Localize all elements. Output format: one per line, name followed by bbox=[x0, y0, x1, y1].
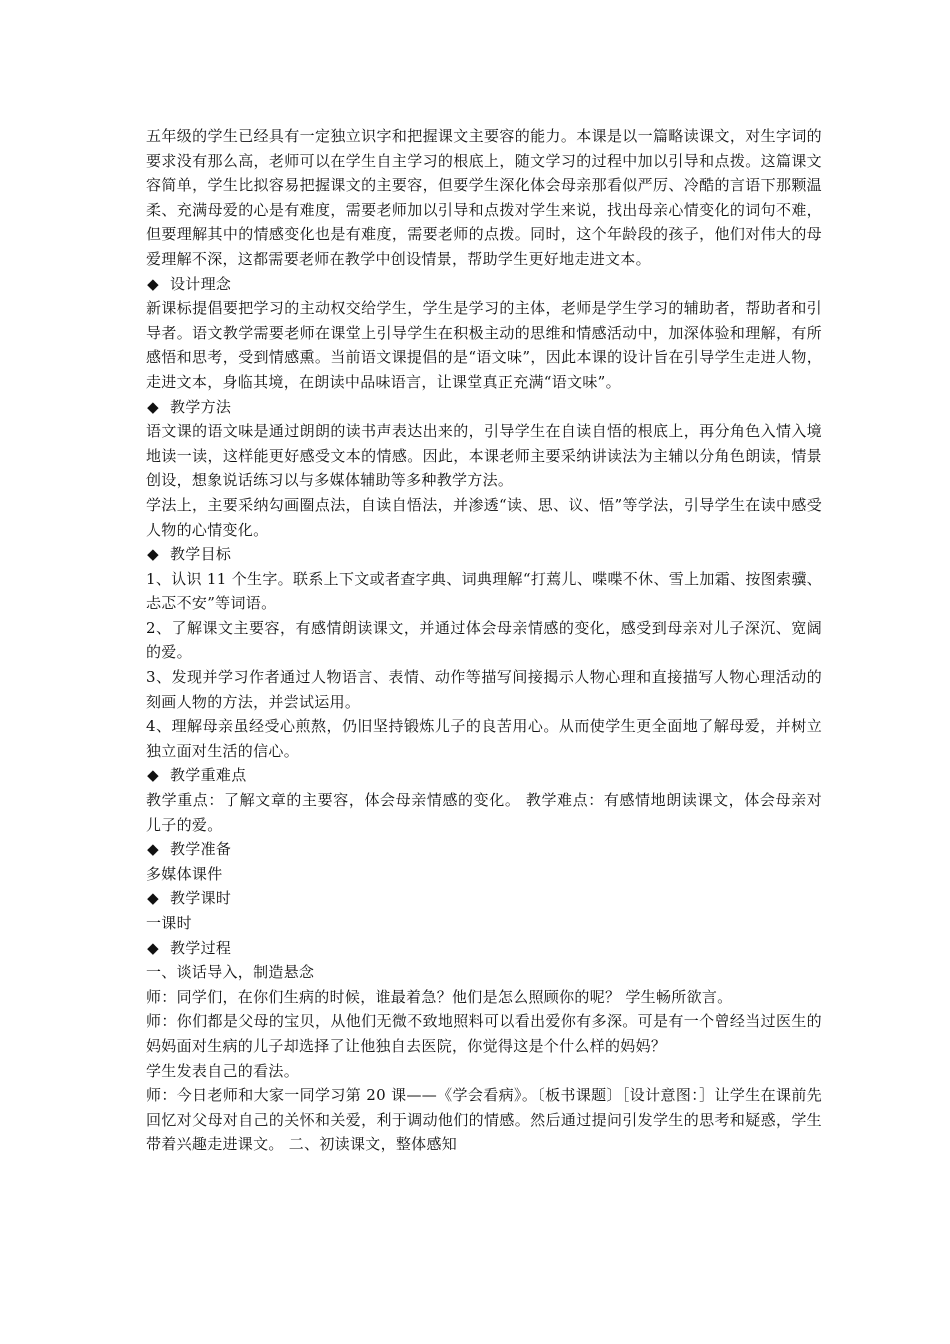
heading-text: 教学目标 bbox=[170, 545, 232, 564]
section-heading bbox=[146, 763, 822, 788]
diamond-bullet-icon: ◆ bbox=[147, 766, 159, 785]
section-heading bbox=[146, 542, 822, 567]
paragraph: 师：你们都是父母的宝贝，从他们无微不致地照料可以看出爱你有多深。可是有一个曾经当过医生的妈妈面对生病的儿子却选择了让他独自去医院，你觉得这是个什么样的妈妈？ bbox=[146, 1012, 822, 1055]
paragraph: 一课时 bbox=[146, 914, 192, 932]
paragraph: 师：同学们，在你们生病的时候，谁最着急？他们是怎么照顾你的呢？ 学生畅所欲言。 bbox=[146, 987, 733, 1006]
paragraph: 教学重点：了解文章的主要容，体会母亲情感的变化。 教学难点：有感情地朗读课文，体会母亲对儿子的爱。 bbox=[146, 791, 822, 834]
heading-text: 设计理念 bbox=[170, 274, 232, 293]
paragraph: 师：今日老师和大家一同学习第 20 课——《学会看病》。〔板书课题〕［设计意图：］让学生在课前先回忆对父母对自己的关怀和关爱，利于调动他们的情感。然后通过提问引发学生的思考和疑惑，学生带着兴趣走进课文。 二、初读课文，整体感知 bbox=[146, 1086, 822, 1154]
diamond-bullet-icon: ◆ bbox=[147, 938, 159, 957]
heading-text: 教学方法 bbox=[170, 397, 232, 416]
paragraph: 3、发现并学习作者通过人物语言、表情、动作等描写间接揭示人物心理和直接描写人物心理活动的刻画人物的方法，并尝试运用。 bbox=[146, 668, 822, 711]
diamond-bullet-icon: ◆ bbox=[147, 274, 159, 293]
paragraph: 语文课的语文味是通过朗朗的读书声表达出来的，引导学生在自读自悟的根底上，再分角色入情入境地读一读，这样能更好感受文本的情感。因此，本课老师主要采纳讲读法为主辅以分角色朗读，情景创设，想象说话练习以与多媒体辅助等多种教学方法。 bbox=[146, 422, 822, 490]
paragraph: 学生发表自己的看法。 bbox=[146, 1061, 300, 1080]
diamond-bullet-icon: ◆ bbox=[147, 840, 159, 859]
section-heading bbox=[146, 395, 822, 420]
heading-text: 教学课时 bbox=[170, 889, 232, 908]
section-heading bbox=[146, 272, 822, 297]
heading-text: 教学准备 bbox=[170, 840, 232, 859]
paragraph: 多媒体课件 bbox=[146, 864, 223, 883]
heading-text: 教学过程 bbox=[170, 938, 232, 957]
paragraph: 学法上，主要采纳勾画圈点法，自读自悟法，并渗透“读、思、议、悟”等学法，引导学生在读中感受人物的心情变化。 bbox=[146, 495, 822, 539]
section-heading bbox=[146, 886, 822, 911]
paragraph: 1、认识 11 个生字。联系上下文或者查字典、词典理解“打蔫儿、喋喋不休、雪上加霜、按图索骥、忐忑不安”等词语。 bbox=[146, 569, 822, 613]
paragraph: 2、了解课文主要容，有感情朗读课文，并通过体会母亲情感的变化，感受到母亲对儿子深沉、宽阔的爱。 bbox=[146, 618, 822, 662]
diamond-bullet-icon: ◆ bbox=[147, 545, 159, 564]
section-heading bbox=[146, 936, 822, 961]
document-page bbox=[146, 124, 822, 1157]
diamond-bullet-icon: ◆ bbox=[147, 397, 159, 416]
section-heading bbox=[146, 837, 822, 862]
paragraph: 一、谈话导入，制造悬念 bbox=[146, 963, 315, 982]
heading-text: 教学重难点 bbox=[170, 766, 247, 785]
paragraph: 五年级的学生已经具有一定独立识字和把握课文主要容的能力。本课是以一篇略读课文，对生字词的要求没有那么高，老师可以在学生自主学习的根底上，随文学习的过程中加以引导和点拨。这篇课文容简单，学生比拟容易把握课文的主要容，但要学生深化体会母亲那看似严厉、冷酷的言语下那颗温柔、充满母爱的心是有难度，需要老师加以引导和点拨对学生来说，找出母亲心情变化的词句不难，但要理解其中的情感变化也是有难度，需要老师的点拨。同时，这个年龄段的孩子，他们对伟大的母爱理解不深，这都需要老师在教学中创设情景，帮助学生更好地走进文本。 bbox=[146, 127, 822, 268]
diamond-bullet-icon: ◆ bbox=[147, 889, 159, 908]
paragraph: 新课标提倡要把学习的主动权交给学生，学生是学习的主体，老师是学生学习的辅助者，帮助者和引导者。语文教学需要老师在课堂上引导学生在积极主动的思维和情感活动中，加深体验和理解，有所感悟和思考，受到情感熏。当前语文课提倡的是“语文味”，因此本课的设计旨在引导学生走进人物，走进文本，身临其境，在朗读中品味语言，让课堂真正充满“语文味”。 bbox=[146, 299, 822, 391]
paragraph: 4、理解母亲虽经受心煎熬，仍旧坚持锻炼儿子的良苦用心。从而使学生更全面地了解母爱，并树立独立面对生活的信心。 bbox=[146, 717, 822, 760]
